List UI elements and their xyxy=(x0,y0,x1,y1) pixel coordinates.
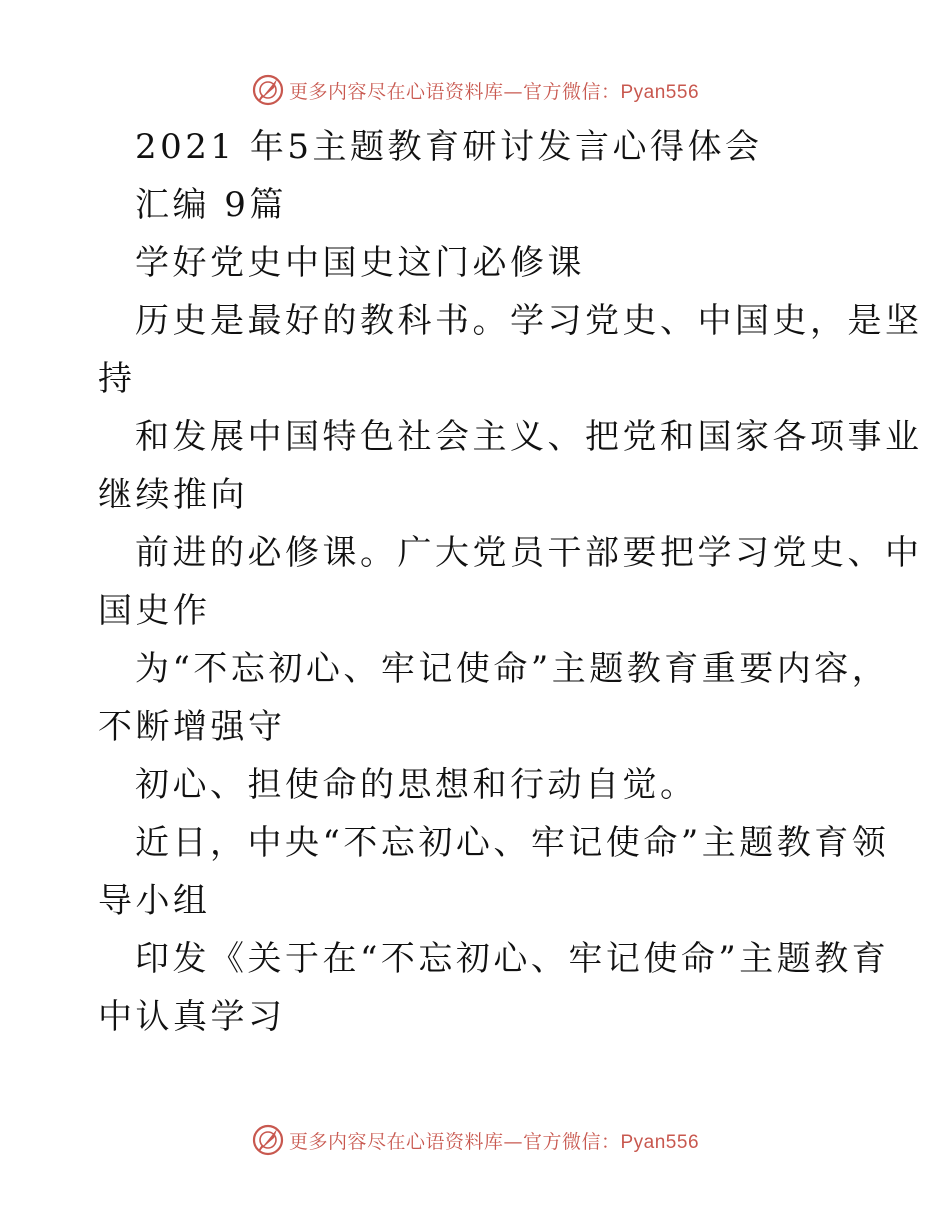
paragraph-line: 印发《关于在“不忘初心、牢记使命”主题教育 xyxy=(135,939,890,979)
paragraph-line: 继续推向 xyxy=(98,475,248,515)
paragraph-line: 和发展中国特色社会主义、把党和国家各项事业 xyxy=(135,417,923,457)
paragraph-line: 国史作 xyxy=(98,591,211,631)
section-heading: 学好党史中国史这门必修课 xyxy=(135,243,585,283)
paragraph-line: 前进的必修课。广大党员干部要把学习党史、中 xyxy=(135,533,923,573)
paragraph-line: 为“不忘初心、牢记使命”主题教育重要内容， xyxy=(135,649,890,689)
watermark-text: 更多内容尽在心语资料库—官方微信：Pyan556 xyxy=(288,1130,700,1153)
watermark-text: 更多内容尽在心语资料库—官方微信：Pyan556 xyxy=(288,80,700,103)
document-title-line-1: 2021 年5主题教育研讨发言心得体会 xyxy=(135,127,763,167)
document-title-line-2: 汇编 9篇 xyxy=(135,185,287,225)
quill-logo-icon xyxy=(251,73,285,107)
paragraph-line: 导小组 xyxy=(98,881,211,921)
paragraph-line: 近日，中央“不忘初心、牢记使命”主题教育领 xyxy=(135,823,890,863)
quill-logo-icon xyxy=(251,1123,285,1157)
paragraph-line: 初心、担使命的思想和行动自觉。 xyxy=(135,765,698,805)
paragraph-line: 历史是最好的教科书。学习党史、中国史，是坚 xyxy=(135,301,923,341)
paragraph-line: 持 xyxy=(98,359,136,399)
footer-watermark xyxy=(0,1120,950,1160)
paragraph-line: 不断增强守 xyxy=(98,707,286,747)
header-watermark xyxy=(0,70,950,110)
paragraph-line: 中认真学习 xyxy=(98,997,286,1037)
